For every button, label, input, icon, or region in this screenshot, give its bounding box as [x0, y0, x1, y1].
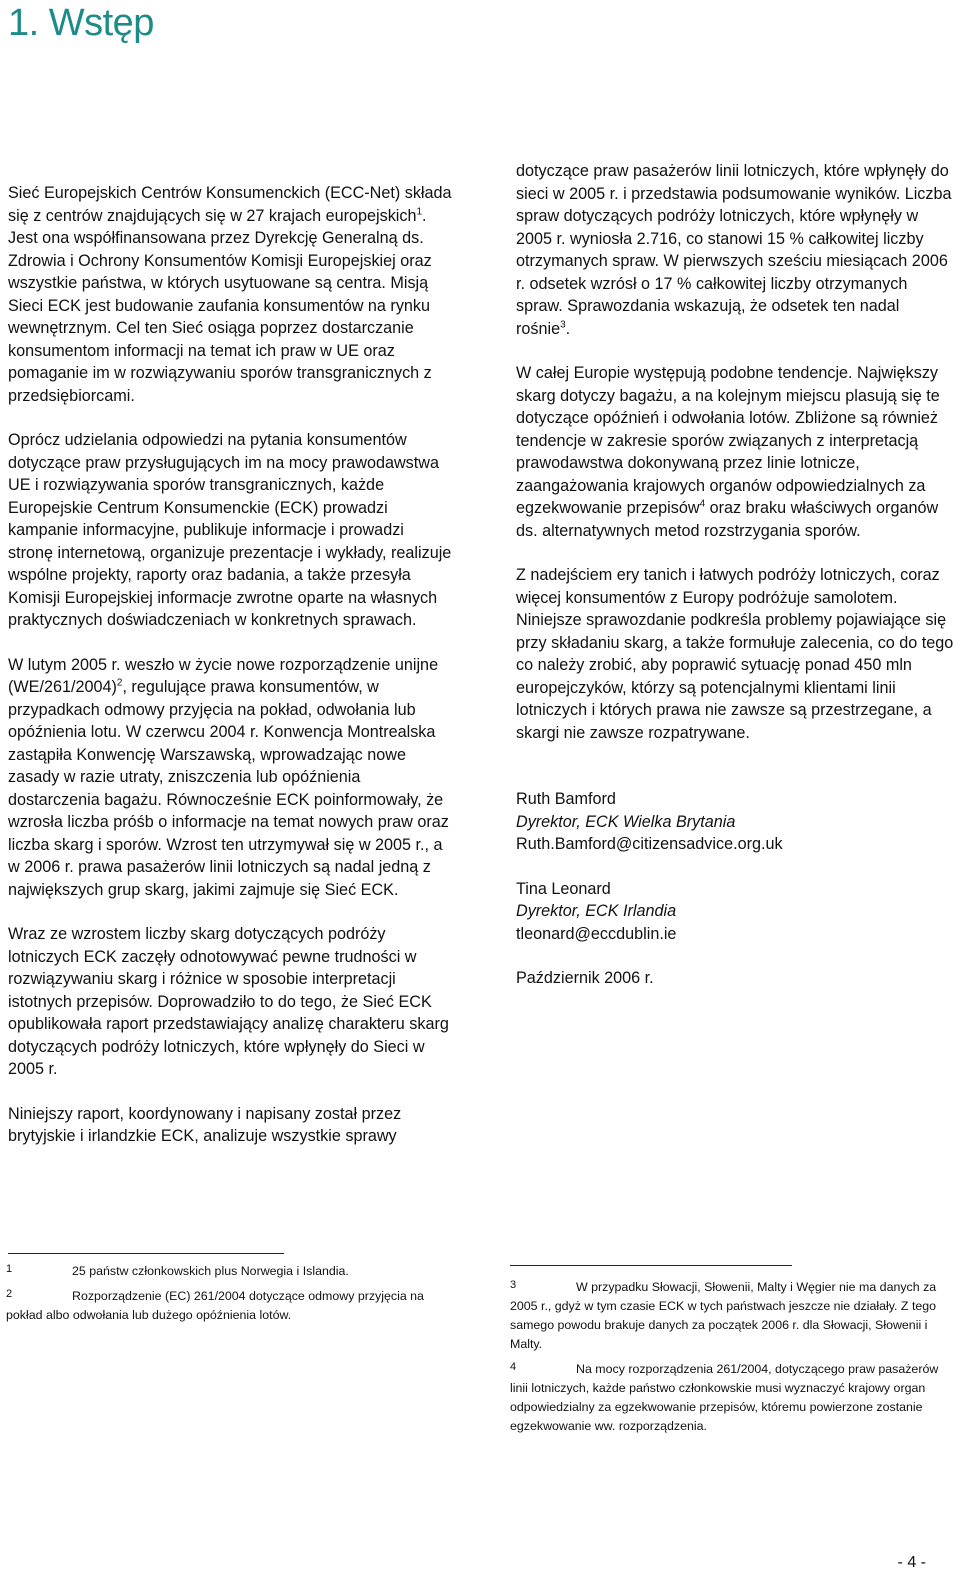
document-date: Październik 2006 r. — [516, 969, 654, 987]
paragraph-activities: Oprócz udzielania odpowiedzi na pytania konsumentów dotyczące praw przysługujących im na mocy prawodawstwa UE i rozwiązywania sporów transgranicznych, każde Europejskie Centrum Konsumenckie (ECK) prowadzi kampanie informacyjne, publikuje informacje i prowadzi stronę internetową, organizuje prezentacje i wykłady, realizuje wspólne projekty, raporty oraz badania, a także przesyła Komisji Europejskiej informacje zwrotne oparte na własnych praktycznych doświadczeniach w konkretnych sprawach. — [8, 431, 452, 629]
footnotes-right — [510, 1278, 946, 1442]
section-title: Wstęp — [48, 2, 154, 44]
signature-ie — [516, 878, 956, 946]
signer-name: Ruth Bamford — [516, 790, 616, 808]
section-heading — [8, 2, 154, 44]
footnote-2: 2 Rozporządzenie (EC) 261/2004 dotyczące odmowy przyjęcia na pokład albo odwołania lub dużego opóźnienia lotów. — [6, 1288, 424, 1322]
footnote-ref-1[interactable]: 1 — [416, 206, 423, 218]
paragraph-intro: Sieć Europejskich Centrów Konsumenckich (ECC-Net) składa się z centrów znajdujących się w 27 krajach europejskich$^1$. Jest ona współfinansowana przez Dyrekcję Generalną ds. Zdrowia i Ochrony Konsumentów Komisji Europejskiej oraz wszystkie państwa, w których usytuowane są centra. Misją Sieci ECK jest budowanie zaufania konsumentów na rynku wewnętrznym. Cel ten Sieć osiąga poprzez dostarczanie konsumentom informacji na temat ich praw w UE oraz pomaganie im w rozwiązywaniu sporów transgranicznych z przedsiębiorcami. — [8, 184, 452, 405]
footnote-1: 1 25 państw członkowskich plus Norwegia i Islandia. — [6, 1263, 349, 1278]
signer-email[interactable]: tleonard@eccdublin.ie — [516, 924, 677, 943]
signature-uk — [516, 788, 956, 856]
paragraph-trends: W całej Europie występują podobne tendencje. Największy skarg dotyczy bagażu, a na kolejnym miejscu plasują się te dotyczące opóźnień i odwołania lotów. Zbliżone są również tendencje w zakresie sporów związanych z interpretacją prawodawstwa dokonywaną przez linie lotnicze, zaangażowania krajowych organów odpowiedzialnych za egzekwowanie przepisów$^4$ oraz braku właściwych organów ds. alternatywnych metod rozstrzygania sporów. — [516, 364, 940, 540]
right-column — [516, 160, 956, 990]
paragraph-summary: dotyczące praw pasażerów linii lotniczych, które wpłynęły do sieci w 2005 r. i przedstawia podsumowanie wyników. Liczba spraw dotyczących podróży lotniczych, które wpłynęły w 2005 r. wyniosła 2.716, co stanowi 15 % całkowitej liczby otrzymanych spraw. W pierwszych sześciu miesiącach 2006 r. odsetek wzrósł o 17 % całkowitej liczby otrzymanych spraw. Sprawozdania wskazują, że odsetek ten nadal rośnie$^3$. — [516, 162, 952, 338]
footnote-divider-left — [8, 1253, 284, 1254]
paragraph-regulation: W lutym 2005 r. weszło w życie nowe rozporządzenie unijne $(WE/261/2004)^2$, regulujące prawa konsumentów, w przypadkach odmowy przyjęcia na pokład, odwołania lub opóźnienia lotu. W czerwcu 2004 r. Konwencja Montrealska zastąpiła Konwencję Warszawską, wprowadzając nowe zasady w razie utraty, zniszczenia lub opóźnienia dostarczenia bagażu. Równocześnie ECK poinformowały, że wzrosła liczba próśb o informacje na temat nowych praw oraz liczba skarg i sporów. Wzrost ten utrzymywał się w 2005 r., a w 2006 r. prawa pasażerów linii lotniczych są nadal jedną z największych grup skarg, jakimi zajmuje się Sieć ECK. — [8, 655, 449, 899]
footnote-divider-right — [510, 1265, 792, 1266]
footnote-ref-2[interactable]: 2 — [116, 677, 123, 689]
footnote-ref-4[interactable]: 4 — [699, 498, 706, 510]
signer-title: Dyrektor, ECK Irlandia — [516, 902, 677, 920]
paragraph-conclusion: Z nadejściem ery tanich i łatwych podróży lotniczych, coraz więcej konsumentów z Europy podróżuje samolotem. Niniejsze sprawozdanie podkreśla problemy pojawiające się przy składaniu skarg, a także formułuje zalecenia, co do tego co należy zrobić, aby poprawić sytuację ponad 450 mln europejczyków, którzy są potencjalnymi klientami linii lotniczych i których prawa nie zawsze są przestrzegane, a skargi nie zawsze rozpatrywane. — [516, 566, 954, 742]
footnote-3: 3 W przypadku Słowacji, Słowenii, Malty i Węgier nie ma danych za 2005 r., gdyż w tym czasie ECK w tych państwach jeszcze nie działały. Z tego samego powodu brakuje danych za początek 2006 r. dla Słowacji, Słowenii i Malty. — [510, 1279, 937, 1351]
page-number: - 4 - — [897, 1554, 926, 1571]
signer-name: Tina Leonard — [516, 879, 611, 898]
footnote-4: 4 Na mocy rozporządzenia 261/2004, dotyczącego praw pasażerów linii lotniczych, każde państwo członkowskie musi wyznaczyć krajowy organ odpowiedzialny za egzekwowanie przepisów, któremu powierzone zostanie egzekwowanie ww. rozporządzenia. — [510, 1361, 939, 1433]
section-number: 1. — [8, 2, 39, 44]
footnote-ref-3[interactable]: 3 — [560, 319, 566, 331]
left-column — [8, 182, 453, 1148]
paragraph-difficulties: Wraz ze wzrostem liczby skarg dotyczących podróży lotniczych ECK zaczęły odnotowywać pewne trudności w rozwiązywaniu skarg i różnice w sposobie interpretacji istotnych przepisów. Doprowadziło to do tego, że Sieć ECK opublikowała raport przedstawiający analizę charakteru skarg dotyczących podróży lotniczych, które wpłynęły do Sieci w 2005 r. — [8, 925, 449, 1078]
signer-title: Dyrektor, ECK Wielka Brytania — [516, 812, 736, 831]
signatures — [516, 788, 956, 990]
footnotes-left — [6, 1262, 446, 1331]
paragraph-report: Niniejszy raport, koordynowany i napisany został przez brytyjskie i irlandzkie ECK, analizuje wszystkie sprawy — [8, 1104, 402, 1145]
signer-email[interactable]: Ruth.Bamford@citizensadvice.org.uk — [516, 835, 783, 853]
